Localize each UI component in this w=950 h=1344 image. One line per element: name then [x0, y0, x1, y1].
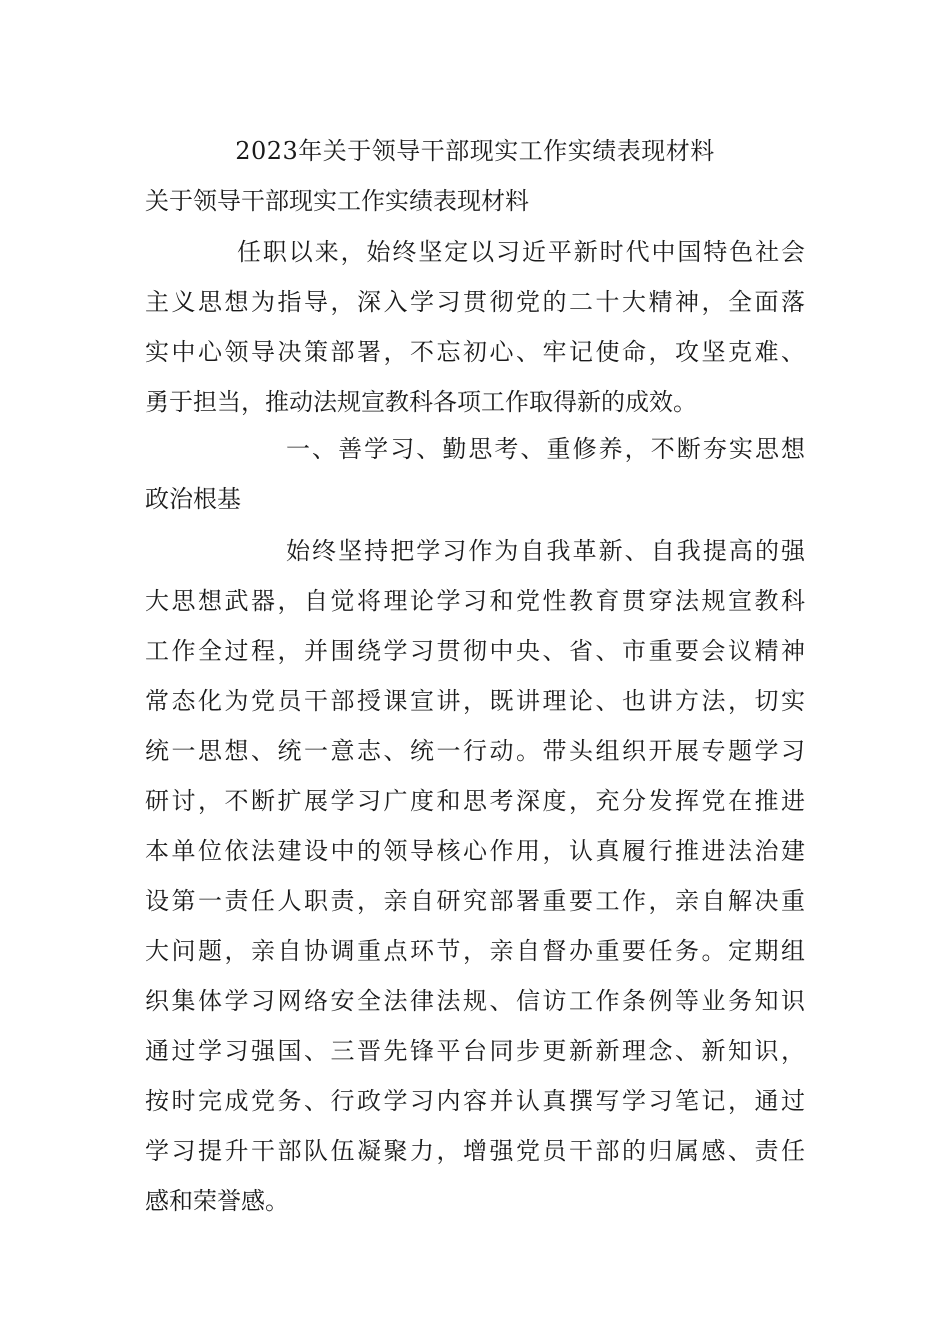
- paragraph-2-line: 设第一责任人职责，亲自研究部署重要工作，亲自解决重: [145, 887, 805, 915]
- document-subtitle: 关于领导干部现实工作实绩表现材料: [145, 187, 529, 215]
- paragraph-2-line: 织集体学习网络安全法律法规、信访工作条例等业务知识: [145, 987, 805, 1015]
- paragraph-2-line: 始终坚持把学习作为自我革新、自我提高的强: [286, 537, 805, 565]
- paragraph-2-line: 大问题，亲自协调重点环节，亲自督办重要任务。定期组: [145, 937, 805, 965]
- paragraph-1-line: 实中心领导决策部署，不忘初心、牢记使命，攻坚克难、: [145, 338, 805, 366]
- paragraph-2-line: 按时完成党务、行政学习内容并认真撰写学习笔记，通过: [145, 1087, 805, 1115]
- paragraph-2-line: 感和荣誉感。: [145, 1187, 289, 1215]
- paragraph-2-line: 大思想武器，自觉将理论学习和党性教育贯穿法规宣教科: [145, 587, 805, 615]
- paragraph-2-line: 通过学习强国、三晋先锋平台同步更新新理念、新知识，: [145, 1037, 805, 1065]
- paragraph-1-line: 主义思想为指导，深入学习贯彻党的二十大精神，全面落: [145, 288, 805, 316]
- paragraph-1-line: 勇于担当，推动法规宣教科各项工作取得新的成效。: [145, 388, 697, 416]
- paragraph-2-line: 常态化为党员干部授课宣讲，既讲理论、也讲方法，切实: [145, 687, 805, 715]
- document-title: 2023年关于领导干部现实工作实绩表现材料: [235, 137, 715, 165]
- paragraph-2-line: 统一思想、统一意志、统一行动。带头组织开展专题学习: [145, 737, 805, 765]
- section-heading-line: 一、善学习、勤思考、重修养，不断夯实思想: [286, 435, 805, 463]
- paragraph-2-line: 工作全过程，并围绕学习贯彻中央、省、市重要会议精神: [145, 637, 805, 665]
- paragraph-2-line: 本单位依法建设中的领导核心作用，认真履行推进法治建: [145, 837, 805, 865]
- section-heading-line: 政治根基: [145, 485, 241, 513]
- paragraph-2-line: 学习提升干部队伍凝聚力，增强党员干部的归属感、责任: [145, 1137, 805, 1165]
- paragraph-1-line: 任职以来，始终坚定以习近平新时代中国特色社会: [237, 238, 805, 266]
- paragraph-2-line: 研讨，不断扩展学习广度和思考深度，充分发挥党在推进: [145, 787, 805, 815]
